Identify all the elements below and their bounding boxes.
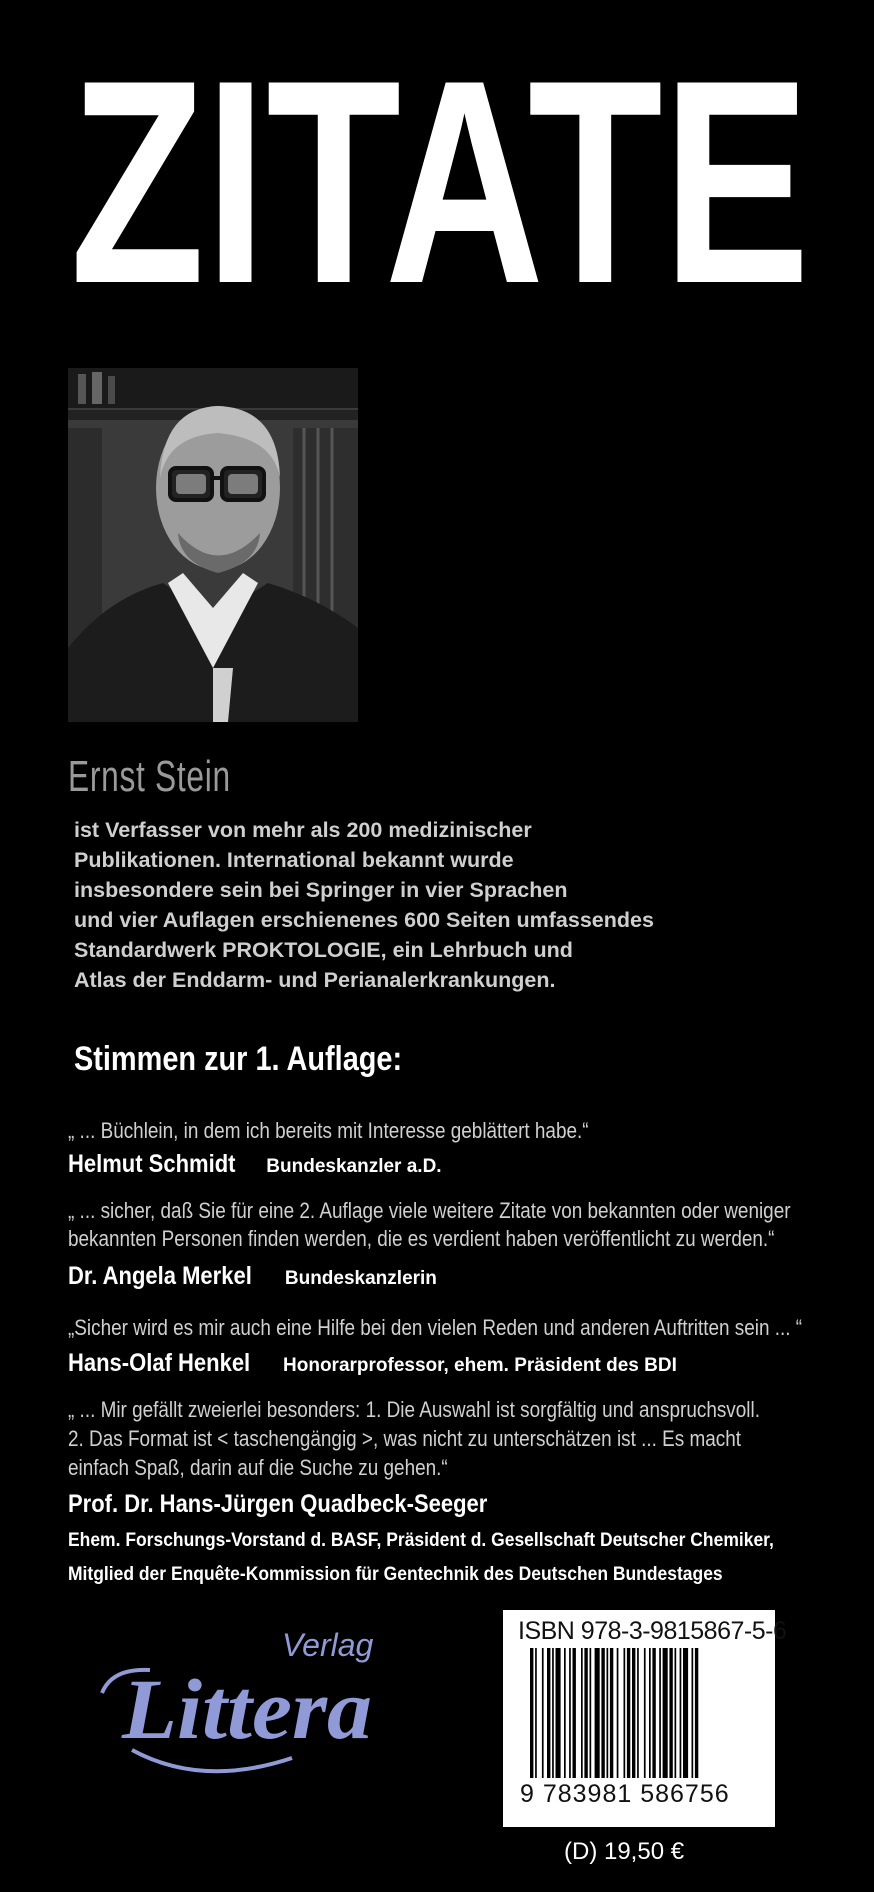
person-name: Dr. Angela Merkel — [68, 1262, 252, 1290]
quote-line: „ ... sicher, daß Sie für eine 2. Auflage viele weitere Zitate von bekannten oder weniger — [68, 1198, 791, 1223]
price: (D) 19,50 € — [564, 1838, 685, 1865]
testimonial-author — [68, 1150, 442, 1179]
barcode-bar — [617, 1648, 619, 1778]
barcode-bar — [663, 1648, 668, 1778]
person-role: Mitglied der Enquête-Kommission für Gentechnik des Deutschen Bundestages — [68, 1564, 723, 1585]
barcode-bar — [601, 1648, 604, 1778]
barcode-bar — [669, 1648, 672, 1778]
barcode-bar — [535, 1648, 537, 1778]
testimonial-author — [68, 1262, 437, 1291]
barcode-bar — [675, 1648, 677, 1778]
bio-line: ist Verfasser von mehr als 200 medizinischer — [74, 818, 532, 842]
barcode-bar — [530, 1648, 533, 1778]
quote-line: „ ... Mir gefällt zweierlei besonders: 1. Die Auswahl ist sorgfältig und anspruchsvoll. — [68, 1397, 760, 1422]
testimonial-author — [68, 1490, 545, 1519]
barcode-bar — [584, 1648, 587, 1778]
barcode-bar — [632, 1648, 635, 1778]
barcode-bar — [547, 1648, 550, 1778]
bio-line: Publikationen. International bekannt wurde — [74, 848, 514, 872]
book-title — [60, 48, 820, 302]
barcode-bar — [569, 1648, 571, 1778]
barcode-bar — [590, 1648, 592, 1778]
barcode-bar — [644, 1648, 646, 1778]
barcode-bar — [581, 1648, 583, 1778]
quote-line: bekannten Personen finden werden, die es verdient haben veröffentlicht zu werden.“ — [68, 1226, 775, 1251]
quote-line: 2. Das Format ist < taschengängig >, was nicht zu unterschätzen ist ... Es macht — [68, 1426, 742, 1451]
barcode-digits: 9 783981 586756 — [520, 1780, 730, 1808]
barcode — [530, 1648, 762, 1778]
quote-line: „Sicher wird es mir auch eine Hilfe bei den vielen Reden und anderen Auftritten sein ... “ — [68, 1315, 803, 1340]
barcode-bar — [573, 1648, 576, 1778]
barcode-bar — [692, 1648, 694, 1778]
person-name: Hans-Olaf Henkel — [68, 1349, 251, 1377]
publisher-logo — [92, 1598, 392, 1788]
barcode-bar — [556, 1648, 561, 1778]
barcode-bar — [649, 1648, 651, 1778]
barcode-bar — [552, 1648, 554, 1778]
person-title: Honorarprofessor, ehem. Präsident des BDI — [283, 1355, 677, 1376]
barcode-bar — [637, 1648, 639, 1778]
author-bio — [74, 815, 674, 995]
person-title: Bundeskanzlerin — [284, 1268, 437, 1289]
barcode-bar — [683, 1648, 688, 1778]
quote-line: „ ... Büchlein, in dem ich bereits mit Interesse geblättert habe.“ — [68, 1118, 589, 1143]
barcode-bar — [680, 1648, 682, 1778]
barcode-bar — [610, 1648, 613, 1778]
quote-line: einfach Spaß, darin auf die Suche zu gehen.“ — [68, 1455, 448, 1480]
bio-line: Standardwerk PROKTOLOGIE, ein Lehrbuch und — [74, 938, 573, 962]
barcode-bar — [659, 1648, 661, 1778]
barcode-bar — [607, 1648, 609, 1778]
bio-line: Atlas der Enddarm- und Perianalerkrankungen. — [74, 968, 556, 992]
bio-line: und vier Auflagen erschienenes 600 Seiten umfassendes — [74, 908, 654, 932]
barcode-bar — [652, 1648, 655, 1778]
barcode-bar — [595, 1648, 600, 1778]
testimonials-heading: Stimmen zur 1. Auflage: — [74, 1040, 403, 1078]
svg-text:Littera: Littera — [120, 1661, 372, 1757]
isbn-number: ISBN 978-3-9815867-5-6 — [518, 1617, 787, 1645]
bio-line: insbesondere sein bei Springer in vier Sprachen — [74, 878, 568, 902]
barcode-bar — [627, 1648, 630, 1778]
person-role: Ehem. Forschungs-Vorstand d. BASF, Präsident d. Gesellschaft Deutscher Chemiker, — [68, 1530, 774, 1551]
person-title: Bundeskanzler a.D. — [266, 1156, 442, 1177]
barcode-bar — [695, 1648, 698, 1778]
barcode-bar — [624, 1648, 626, 1778]
person-name: Helmut Schmidt — [68, 1150, 236, 1178]
barcode-bar — [564, 1648, 566, 1778]
author-photo — [68, 368, 358, 722]
barcode-bar — [542, 1648, 544, 1778]
svg-text:ZITATE: ZITATE — [70, 48, 810, 302]
author-name: Ernst Stein — [68, 752, 231, 801]
testimonial-author — [68, 1349, 677, 1378]
person-name: Prof. Dr. Hans-Jürgen Quadbeck-Seeger — [68, 1490, 488, 1518]
svg-text:Verlag: Verlag — [282, 1627, 374, 1663]
